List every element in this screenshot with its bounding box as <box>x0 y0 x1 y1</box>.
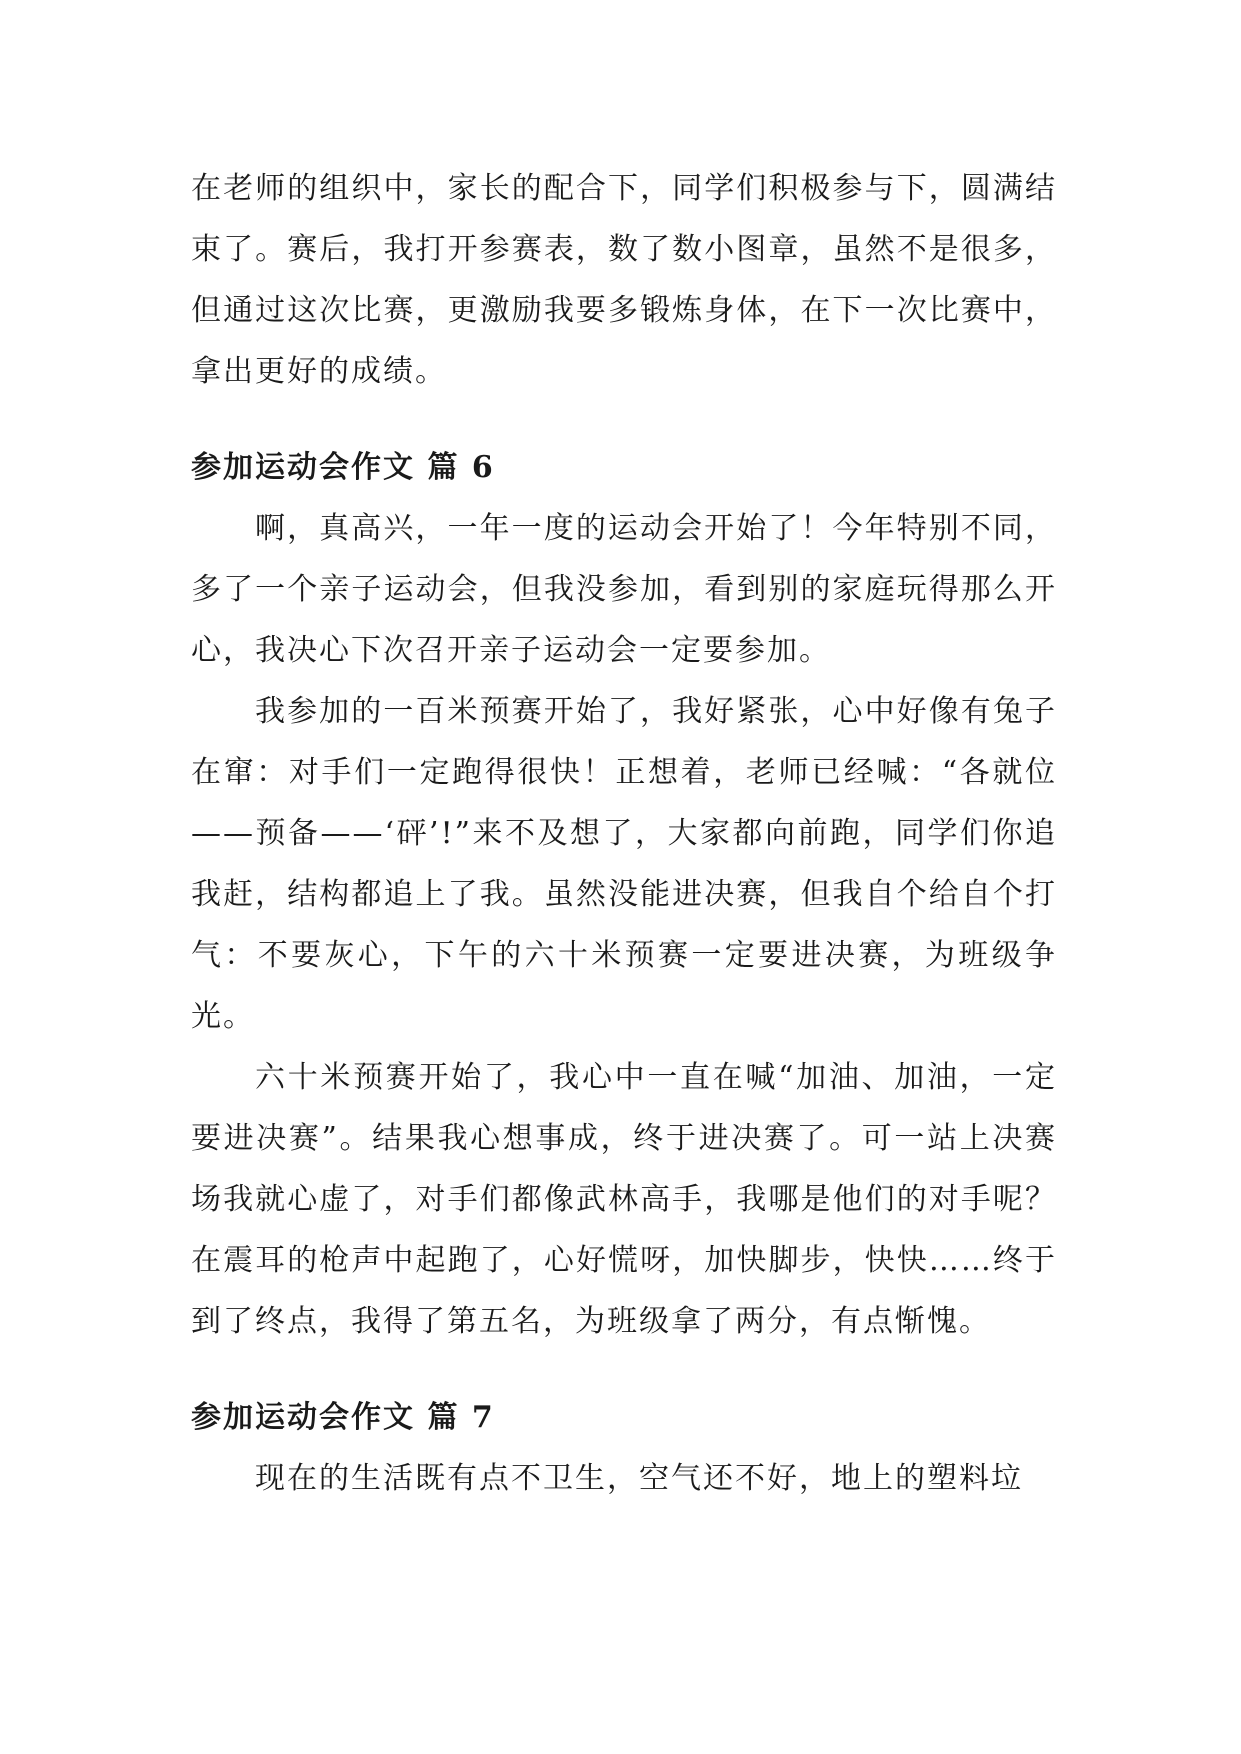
section6-paragraph-1: 啊，真高兴，一年一度的运动会开始了！今年特别不同，多了一个亲子运动会，但我没参加，看到别的家庭玩得那么开心，我决心下次召开亲子运动会一定要参加。 <box>191 511 1057 668</box>
section-title-7: 参加运动会作文 篇 7 <box>191 1400 495 1435</box>
document-body <box>191 158 1057 1509</box>
section7-paragraph-1: 现在的生活既有点不卫生，空气还不好，地上的塑料垃 <box>255 1461 1023 1496</box>
section6-paragraph-2: 我参加的一百米预赛开始了，我好紧张，心中好像有兔子在窜：对手们一定跑得很快！正想着，老师已经喊：“各就位——预备——‘砰’!”来不及想了，大家都向前跑，同学们你追我赶，结构都追上了我。虽然没能进决赛，但我自个给自个打气：不要灰心，下午的六十米预赛一定要进决赛，为班级争光。 <box>191 694 1057 1034</box>
section6-paragraph-3: 六十米预赛开始了，我心中一直在喊“加油、加油，一定要进决赛”。结果我心想事成，终于进决赛了。可一站上决赛场我就心虚了，对手们都像武林高手，我哪是他们的对手呢？在震耳的枪声中起跑了，心好慌呀，加快脚步，快快……终于到了终点，我得了第五名，为班级拿了两分，有点惭愧。 <box>191 1060 1057 1339</box>
section-title-6: 参加运动会作文 篇 6 <box>191 450 495 485</box>
paragraph-continued: 在老师的组织中，家长的配合下，同学们积极参与下，圆满结束了。赛后，我打开参赛表，数了数小图章，虽然不是很多，但通过这次比赛，更激励我要多锻炼身体，在下一次比赛中，拿出更好的成绩。 <box>191 171 1057 389</box>
